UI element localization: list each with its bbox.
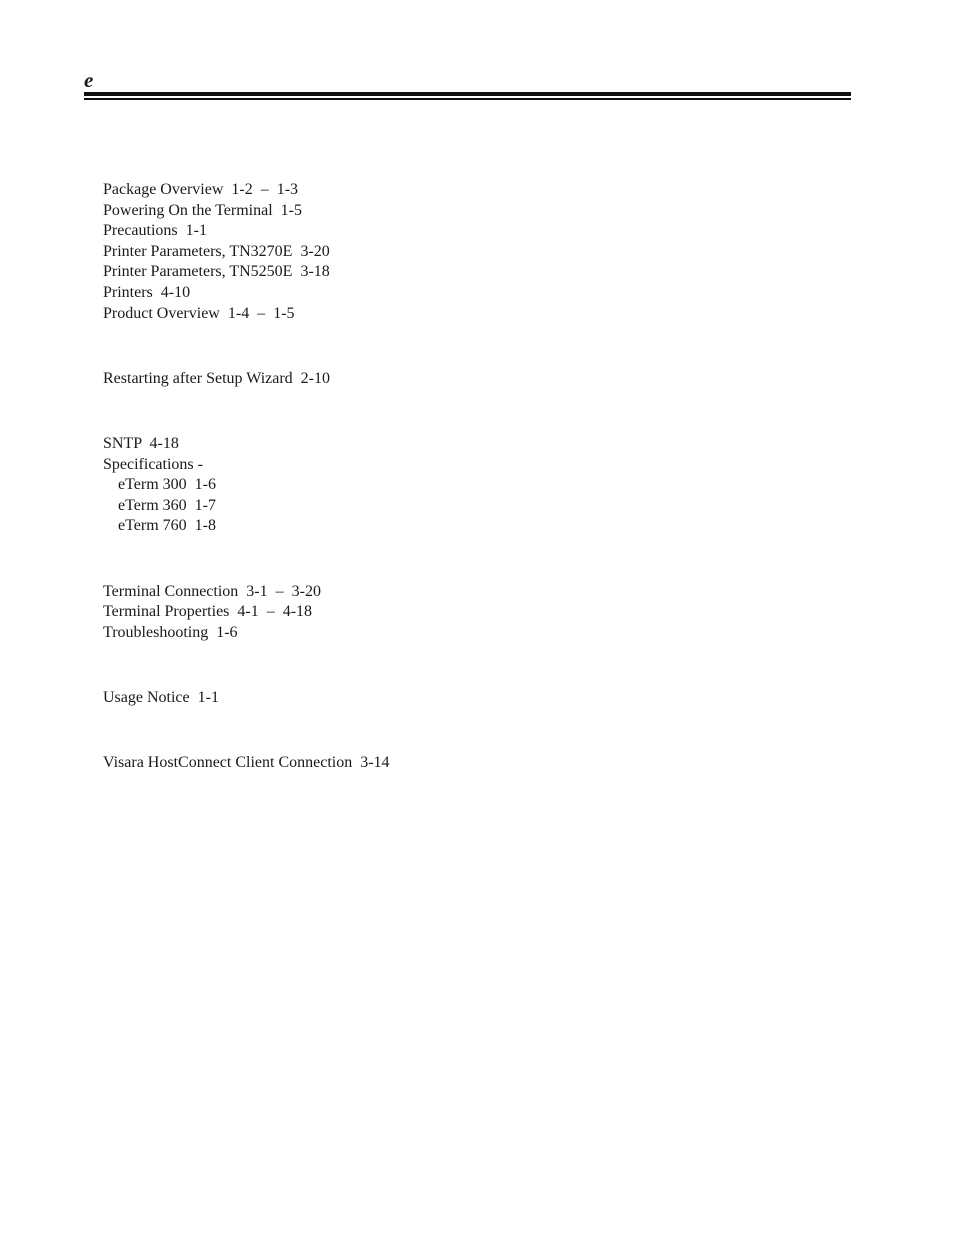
index-entry: Precautions 1-1	[103, 222, 207, 240]
index-group	[103, 688, 803, 709]
index-group	[103, 434, 803, 537]
index-entry: Specifications -	[103, 455, 203, 473]
index-group	[103, 180, 803, 324]
index-group	[103, 753, 803, 774]
index-entry: Printer Parameters, TN3270E 3-20	[103, 242, 330, 260]
index-entry: Powering On the Terminal 1-5	[103, 201, 302, 219]
index-entry: Visara HostConnect Client Connection 3-14	[103, 754, 390, 772]
index-entry: Package Overview 1-2 – 1-3	[103, 181, 299, 198]
index-entry: Printers 4-10	[103, 283, 191, 301]
index-subentry: eTerm 360 1-7	[118, 496, 216, 514]
index-subentry: eTerm 760 1-8	[118, 517, 216, 535]
header-rule-thin	[84, 98, 851, 100]
index-entry: Product Overview 1-4 – 1-5	[103, 304, 295, 322]
index-group	[103, 369, 803, 390]
index-entry: Troubleshooting 1-6	[103, 623, 238, 641]
index-list	[103, 180, 803, 774]
index-entry: Terminal Properties 4-1 – 4-18	[103, 603, 313, 621]
section-letter: e	[84, 68, 94, 92]
index-subentry: eTerm 300 1-6	[118, 476, 216, 494]
index-entry: Printer Parameters, TN5250E 3-18	[103, 263, 330, 281]
index-entry: Terminal Connection 3-1 – 3-20	[103, 582, 321, 600]
index-entry: Restarting after Setup Wizard 2-10	[103, 369, 330, 387]
index-entry: SNTP 4-18	[103, 434, 179, 452]
index-entry: Usage Notice 1-1	[103, 688, 219, 706]
header-rule-thick	[84, 92, 851, 96]
index-group	[103, 582, 803, 644]
